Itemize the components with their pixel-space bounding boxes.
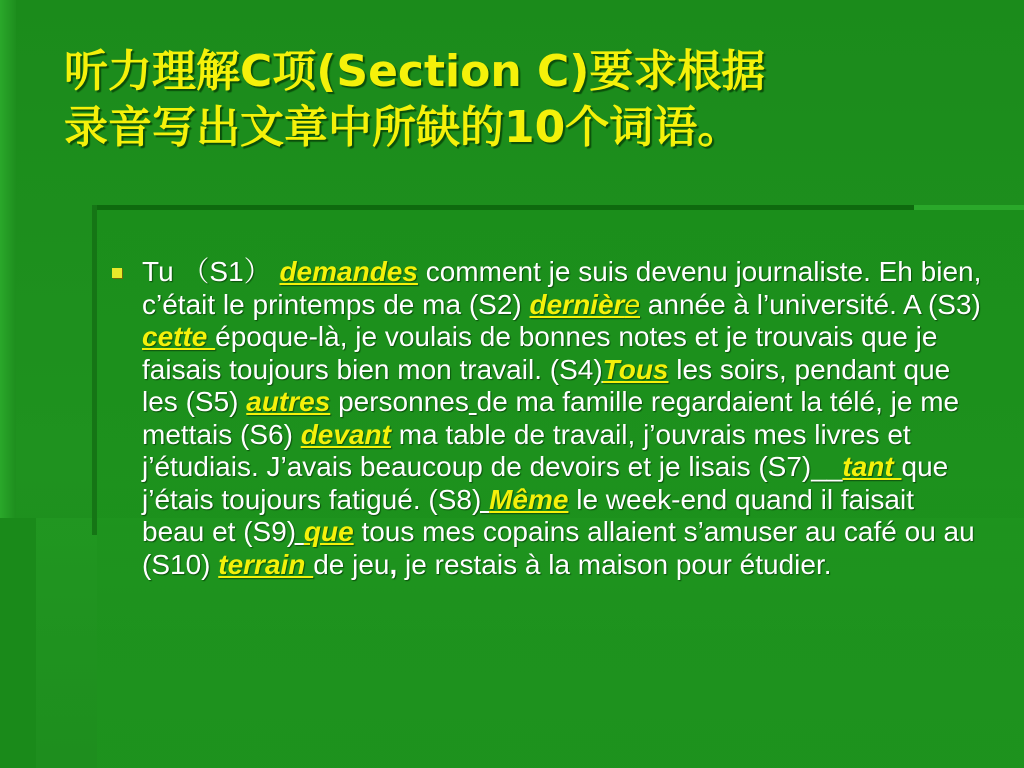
answer-s1: demandes: [279, 256, 418, 287]
passage-segment: comment je suis devenu journaliste. Eh bien, c’était le printemps de ma (S2): [142, 256, 982, 320]
decorative-divider: [914, 205, 1024, 210]
square-bullet-icon: [112, 268, 122, 278]
decorative-divider: [92, 205, 97, 535]
passage-segment: [469, 386, 477, 417]
decorative-band: [0, 518, 36, 768]
answer-s10: terrain: [218, 548, 314, 580]
passage-segment: tous mes copains allaient s’amuser au café ou au (S10): [142, 516, 975, 580]
answer-s7: tant: [842, 451, 902, 482]
answer-s8: Même: [489, 483, 569, 515]
passage-segment: le week-end quand il faisait beau et (S9: [142, 483, 914, 547]
answer-s5: autres: [246, 386, 331, 417]
passage-segment: que j’étais toujours fatigué. (S8: [142, 451, 949, 515]
answer-s6: devant: [300, 418, 391, 450]
passage-segment: les soirs, pendant que les (S5): [142, 353, 951, 417]
passage-segment: de jeu: [313, 548, 390, 580]
passage-segment: année à l’université. A (S3): [640, 288, 981, 320]
passage-segment: ): [286, 516, 304, 547]
passage-segment: de ma famille regardaient la télé, je me mettais (S6): [142, 386, 960, 450]
answer-s3: cette: [142, 321, 216, 352]
slide-title: 听力理解C项(Section C)要求根据 录音写出文章中所缺的10个词语。: [64, 46, 766, 153]
passage-segment: ma table de travail, j’ouvrais mes livres et j’étudiais. J’avais beaucoup de devoirs et je lisais (S7: [142, 418, 911, 482]
answer-s2-tail: e: [624, 288, 641, 320]
bullet-item: [112, 256, 982, 581]
passage-segment: personnes: [330, 386, 469, 417]
passage-segment: époque-là, je voulais de bonnes notes et je trouvais que je faisais toujours bien mon travail. (S4: [142, 321, 938, 385]
passage-text: [142, 256, 982, 581]
decorative-divider: [92, 205, 914, 210]
answer-s4: Tous: [602, 353, 669, 385]
passage-segment: ): [471, 483, 490, 515]
passage-segment: je restais à la maison pour étudier.: [397, 548, 832, 580]
slide-body: [112, 256, 982, 581]
passage-segment: )__: [801, 451, 843, 482]
answer-s2: dernièr: [529, 288, 625, 320]
passage-segment: Tu （S1）: [142, 256, 280, 287]
passage-segment: ): [593, 353, 603, 385]
answer-s9: que: [303, 516, 354, 547]
passage-segment: ,: [389, 548, 398, 580]
